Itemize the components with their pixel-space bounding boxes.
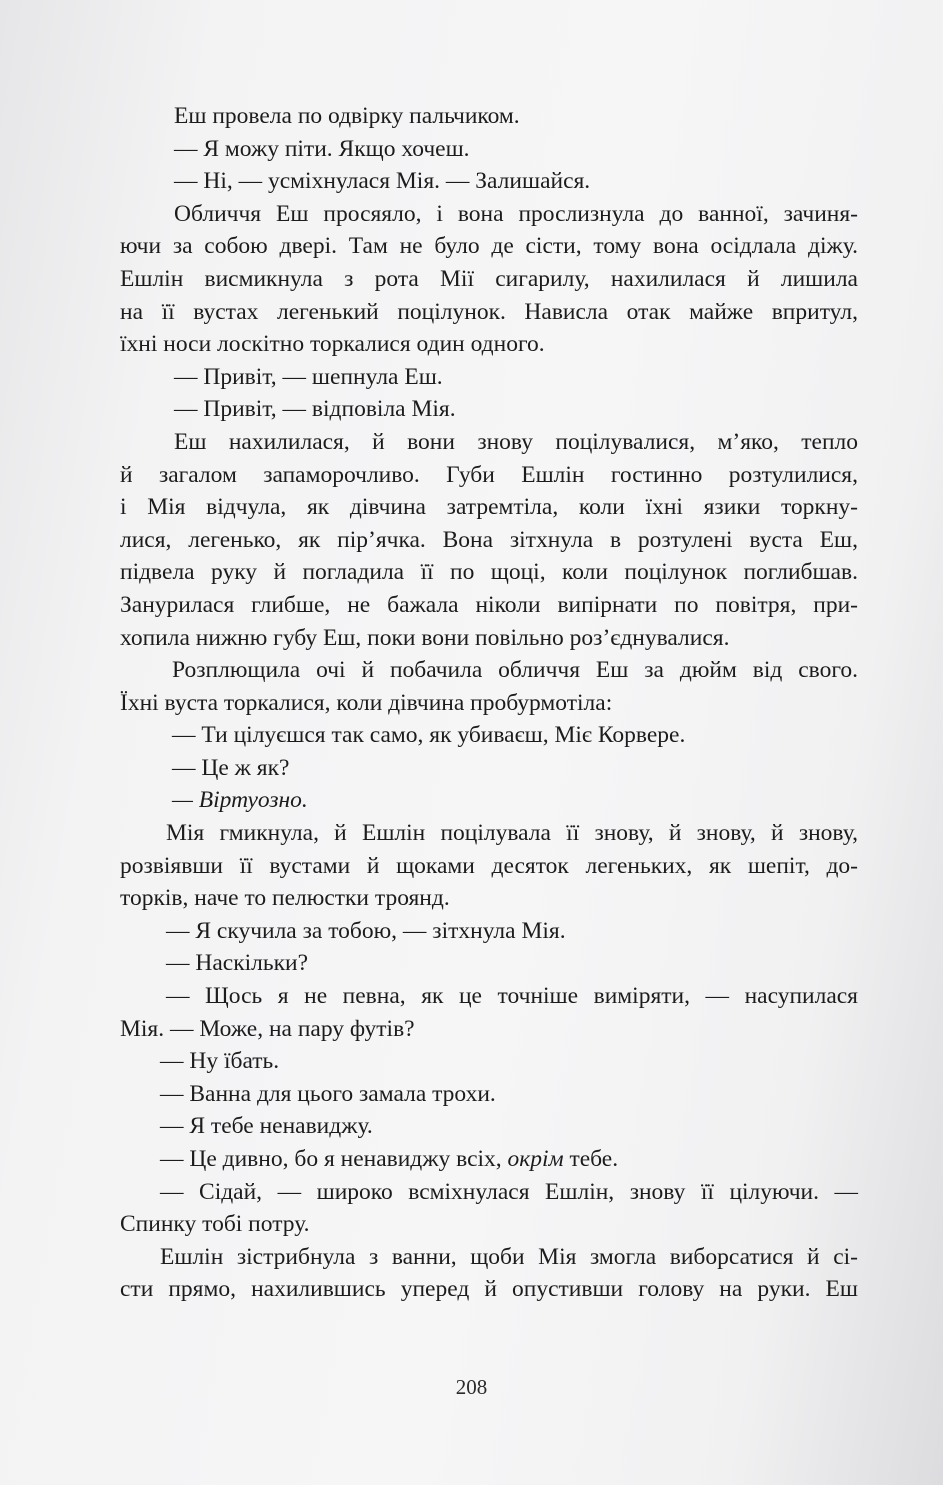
text-line: — Привіт, — відповіла Мія.	[174, 396, 456, 423]
body-text	[120, 100, 858, 1306]
text-line: їхні носи лоскітно торкалися один одного.	[120, 331, 545, 358]
text-line: — Ну їбать.	[160, 1048, 280, 1075]
text-line: — Щось я не певна, як це точніше виміряти, — насупилася	[166, 983, 858, 1010]
text-line	[120, 1143, 858, 1176]
text-line: — Я можу піти. Якщо хочеш.	[174, 135, 470, 162]
text-line: Обличчя Еш просяяло, і вона прослизнула до ванної, зачиня-	[174, 200, 858, 227]
text-line: хопила нижню губу Еш, поки вони повільно роз’єднувалися.	[120, 624, 730, 651]
text-line: — Я скучила за тобою, — зітхнула Мія.	[166, 917, 566, 944]
text-line: підвела руку й погладила її по щоці, коли поцілунок поглибшав.	[120, 559, 858, 586]
text-line: — Це ж як?	[172, 754, 290, 781]
text-line: Ешлін висмикнула з рота Мії сигарилу, нахилилася й лишила	[120, 265, 858, 292]
text-line: — Привіт, — шепнула Еш.	[174, 363, 443, 390]
text-segment: — Це дивно, бо я ненавиджу всіх,	[160, 1146, 508, 1172]
text-line: ючи за собою двері. Там не було де сісти, тому вона осідлала діжу.	[120, 233, 858, 260]
text-segment: тебе.	[563, 1146, 619, 1172]
text-line: — Ні, — усміхнулася Мія. — Залишайся.	[174, 168, 591, 195]
italic-text: — Віртуозно.	[172, 787, 308, 814]
text-line: торків, наче то пелюстки троянд.	[120, 885, 450, 912]
text-line: Еш нахилилася, й вони знову поцілувалися, м’яко, тепло	[174, 428, 858, 455]
text-line: і Мія відчула, як дівчина затремтіла, коли їхні язики торкну-	[120, 494, 858, 521]
text-line: Їхні вуста торкалися, коли дівчина пробурмотіла:	[120, 689, 613, 716]
text-line: Розплющила очі й побачила обличчя Еш за дюйм від свого.	[172, 657, 858, 684]
text-line: на її вустах легенький поцілунок. Нависла отак майже впритул,	[120, 298, 858, 325]
text-line: Занурилася глибше, не бажала ніколи випірнати по повітря, при-	[120, 591, 858, 618]
text-line: — Ванна для цього замала трохи.	[160, 1080, 496, 1107]
text-line: — Я тебе ненавиджу.	[160, 1113, 373, 1140]
text-line	[120, 784, 858, 817]
text-line: Еш провела по одвірку пальчиком.	[174, 103, 520, 129]
page-number: 208	[455, 1375, 488, 1399]
text-line: Мія гмикнула, й Ешлін поцілувала її знову, й знову, й знову,	[166, 820, 858, 847]
text-line: — Ти цілуєшся так само, як убиваєш, Міє Корвере.	[172, 722, 686, 749]
italic-text: окрім	[507, 1146, 564, 1172]
text-line: Ешлін зістрибнула з ванни, щоби Мія змогла виборсатися й сі-	[160, 1243, 858, 1270]
text-line: розвіявши її вустами й щоками десяток легеньких, як шепіт, до-	[120, 852, 858, 879]
text-line: — Сідай, — широко всміхнулася Ешлін, знову її цілуючи. —	[160, 1178, 858, 1205]
text-line: — Наскільки?	[166, 950, 309, 977]
text-line: Мія. — Може, на пару футів?	[120, 1015, 415, 1042]
text-line: й загалом запаморочливо. Губи Ешлін гостинно розтулилися,	[120, 461, 858, 488]
text-line: Спинку тобі потру.	[120, 1211, 310, 1238]
text-line: сти прямо, нахилившись уперед й опустивши голову на руки. Еш	[120, 1276, 858, 1303]
text-line: лися, легенько, як пір’ячка. Вона зітхнула в розтулені вуста Еш,	[120, 526, 858, 553]
